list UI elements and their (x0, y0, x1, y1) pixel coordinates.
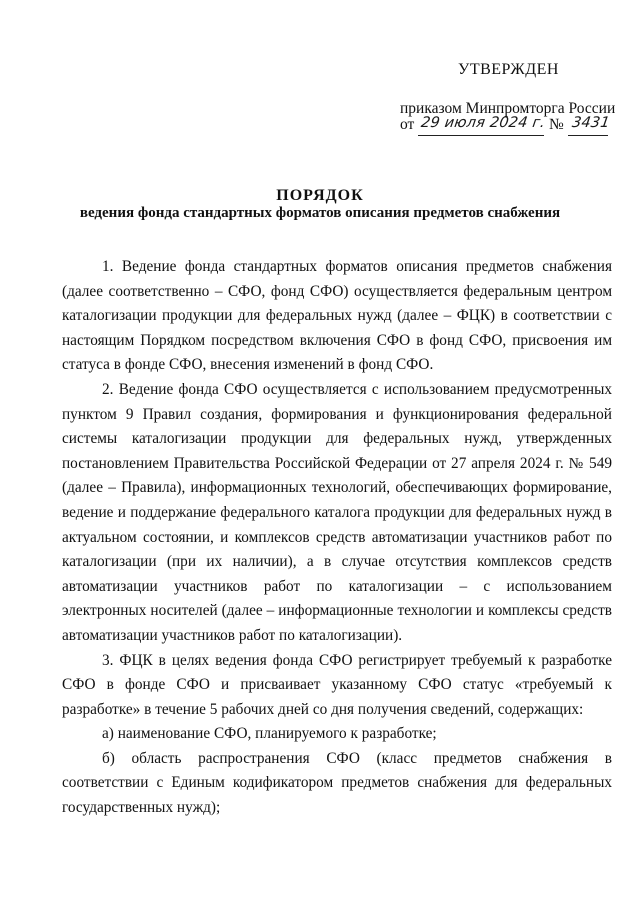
date-prefix: от (400, 116, 415, 133)
document-title: ПОРЯДОК (276, 187, 364, 204)
date-underline (418, 135, 544, 136)
number-prefix: № (549, 116, 564, 133)
paragraph-2: 2. Ведение фонда СФО осуществляется с использованием предусмотренных пунктом 9 Правил создания, формирования и функционирования федеральной системы каталогизации продукции для федеральных нужд, утвержденных постановлением Правительства Российской Федерации от 27 апреля 2024 г. № 549 (далее – Правила), информационных технологий, обеспечивающих формирование, ведение и поддержание федерального каталога продукции для федеральных нужд в актуальном состоянии, и комплексов средств автоматизации участников работ по каталогизации (при их наличии), а в случае отсутствия комплексов средств автоматизации участников работ по каталогизации – с использованием электронных носителей (далее – информационные технологии и комплексы средств автоматизации участников работ по каталогизации). (62, 380, 612, 644)
document-body (62, 255, 612, 821)
paragraph-3b: б) область распространения СФО (класс предметов снабжения в соответствии с Единым кодификатором предметов снабжения для федеральных государственных нужд); (62, 749, 612, 817)
document-subtitle: ведения фонда стандартных форматов описания предметов снабжения (79, 205, 561, 221)
number-underline (568, 135, 608, 136)
handwritten-number: 3431 (570, 115, 611, 131)
approval-date-number-row (400, 116, 610, 140)
approval-heading: УТВЕРЖДЕН (458, 61, 559, 78)
paragraph-1: 1. Ведение фонда стандартных форматов описания предметов снабжения (далее соответственно – СФО, фонд СФО) осуществляется федеральным центром каталогизации продукции для федеральных нужд (далее – ФЦК) в соответствии с настоящим Порядком посредством включения СФО в фонд СФО, присвоения им статуса в фонде СФО, внесения изменений в фонд СФО. (62, 258, 612, 374)
approval-order-line: приказом Минпромторга России (400, 100, 616, 117)
handwritten-date: 29 июля 2024 г. (419, 115, 547, 131)
paragraph-3a: а) наименование СФО, планируемого к разработке; (102, 725, 437, 743)
approval-block (0, 0, 640, 150)
paragraph-3: 3. ФЦК в целях ведения фонда СФО регистрирует требуемый к разработке СФО в фонде СФО и присваивает указанному СФО статус «требуемый к разработке» в течение 5 рабочих дней со дня получения сведений, содержащих: (62, 651, 612, 718)
